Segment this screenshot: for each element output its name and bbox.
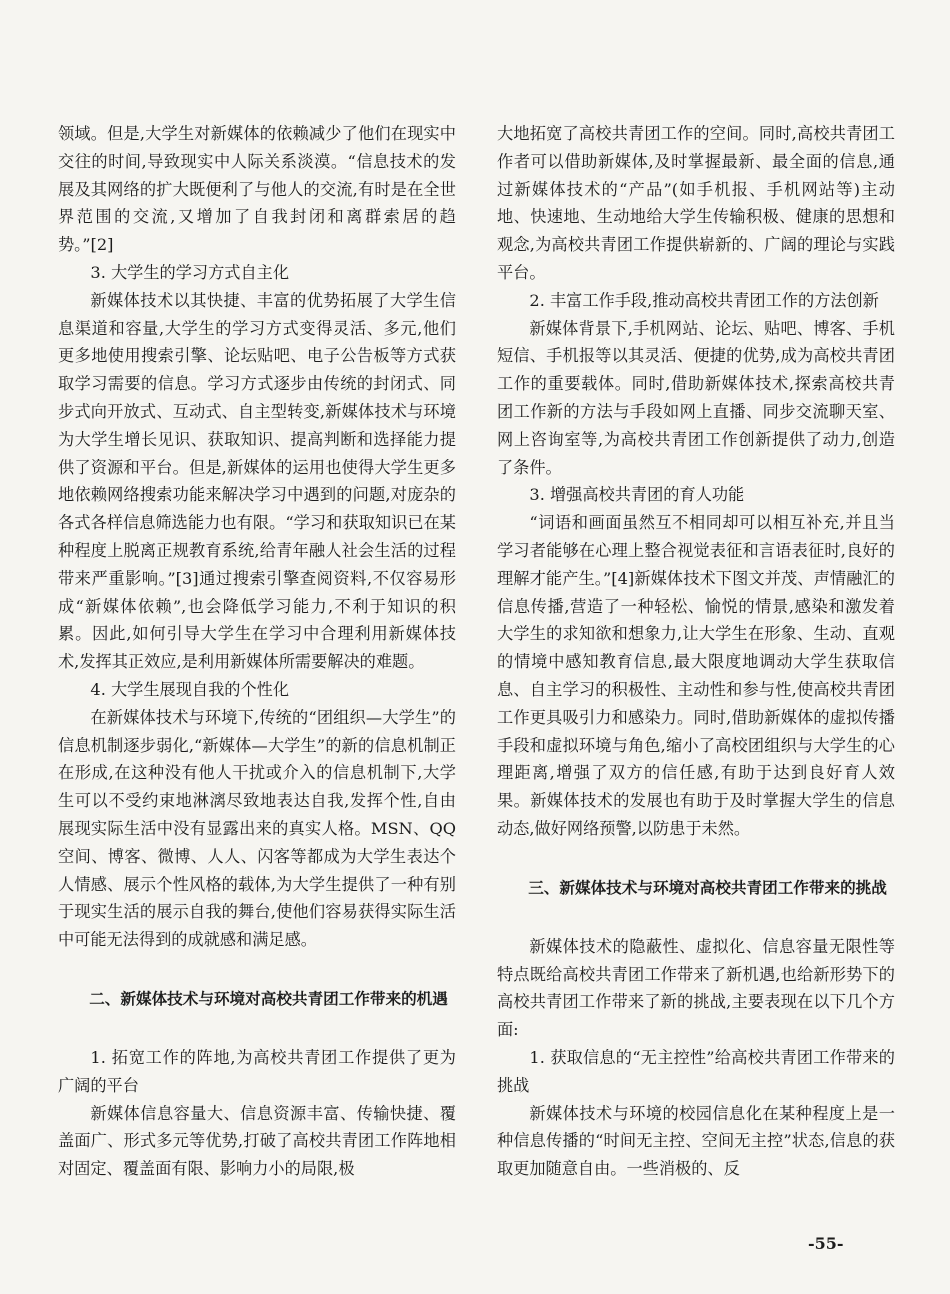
paragraph: 新媒体技术的隐蔽性、虚拟化、信息容量无限性等特点既给高校共青团工作带来了新机遇,也给新形势下的高校共青团工作带来了新的挑战,主要表现在以下几个方面: (497, 936, 895, 1040)
left-column (58, 120, 456, 1183)
paragraph: 领域。但是,大学生对新媒体的依赖减少了他们在现实中交往的时间,导致现实中人际关系淡漠。“信息技术的发展及其网络的扩大既便利了与他人的交流,有时是在全世界范围的交流,又增加了自我封闭和离群索居的趋势。”[2] (58, 124, 456, 255)
subheading: 4. 大学生展现自我的个性化 (90, 679, 290, 699)
subheading: 3. 增强高校共青团的育人功能 (529, 485, 745, 505)
paragraph: 在新媒体技术与环境下,传统的“团组织—大学生”的信息机制逐步弱化,“新媒体—大学生”的新的信息机制正在形成,在这种没有他人干扰或介入的信息机制下,大学生可以不受约束地淋漓尽致地表达自我,发挥个性,自由展现实际生活中没有显露出来的真实人格。MSN、QQ空间、博客、微博、人人、闪客等都成为大学生表达个人情感、展示个性风格的载体,为大学生提供了一种有别于现实生活的展示自我的舞台,使他们容易获得实际生活中可能无法得到的成就感和满足感。 (58, 707, 456, 950)
page-number: -55- (808, 1234, 844, 1253)
subheading: 2. 丰富工作手段,推动高校共青团工作的方法创新 (529, 290, 879, 310)
paragraph: 新媒体背景下,手机网站、论坛、贴吧、博客、手机短信、手机报等以其灵活、便捷的优势,成为高校共青团工作的重要载体。同时,借助新媒体技术,探索高校共青团工作新的方法与手段如网上直播、同步交流聊天室、网上咨询室等,为高校共青团工作创新提供了动力,创造了条件。 (497, 318, 895, 477)
paragraph: “词语和画面虽然互不相同却可以相互补充,并且当学习者能够在心理上整合视觉表征和言语表征时,良好的理解才能产生。”[4]新媒体技术下图文并茂、声情融汇的信息传播,营造了一种轻松、愉悦的情景,感染和激发着大学生的求知欲和想象力,让大学生在形象、生动、直观的情境中感知教育信息,最大限度地调动大学生获取信息、自主学习的积极性、主动性和参与性,使高校共青团工作更具吸引力和感染力。同时,借助新媒体的虚拟传播手段和虚拟环境与角色,缩小了高校团组织与大学生的心理距离,增强了双方的信任感,有助于达到良好育人效果。新媒体技术的发展也有助于及时掌握大学生的信息动态,做好网络预警,以防患于未然。 (497, 513, 895, 838)
section-heading: 二、新媒体技术与环境对高校共青团工作带来的机遇 (89, 989, 448, 1008)
subheading: 1. 获取信息的“无主控性”给高校共青团工作带来的挑战 (497, 1047, 895, 1095)
paragraph: 大地拓宽了高校共青团工作的空间。同时,高校共青团工作者可以借助新媒体,及时掌握最新、最全面的信息,通过新媒体技术的“产品”(如手机报、手机网站等)主动地、快速地、生动地给大学生传输积极、健康的思想和观念,为高校共青团工作提供崭新的、广阔的理论与实践平台。 (497, 124, 895, 282)
paragraph: 新媒体技术与环境的校园信息化在某种程度上是一种信息传播的“时间无主控、空间无主控”状态,信息的获取更加随意自由。一些消极的、反 (497, 1103, 895, 1179)
paragraph: 新媒体信息容量大、信息资源丰富、传输快捷、覆盖面广、形式多元等优势,打破了高校共青团工作阵地相对固定、覆盖面有限、影响力小的局限,极 (58, 1103, 456, 1179)
subheading: 3. 大学生的学习方式自主化 (90, 262, 290, 282)
paragraph: 新媒体技术以其快捷、丰富的优势拓展了大学生信息渠道和容量,大学生的学习方式变得灵活、多元,他们更多地使用搜索引擎、论坛贴吧、电子公告板等方式获取学习需要的信息。学习方式逐步由传统的封闭式、同步式向开放式、互动式、自主型转变,新媒体技术与环境为大学生增长见识、获取知识、提高判断和选择能力提供了资源和平台。但是,新媒体的运用也使得大学生更多地依赖网络搜索功能来解决学习中遇到的问题,对庞杂的各式各样信息筛选能力也有限。“学习和获取知识已在某种程度上脱离正规教育系统,给青年融人社会生活的过程带来严重影响。”[3]通过搜索引擎查阅资料,不仅容易形成“新媒体依赖”,也会降低学习能力,不利于知识的积累。因此,如何引导大学生在学习中合理利用新媒体技术,发挥其正效应,是利用新媒体所需要解决的难题。 (58, 290, 456, 672)
section-heading: 三、新媒体技术与环境对高校共青团工作带来的挑战 (528, 878, 887, 897)
right-column (497, 120, 895, 1183)
subheading: 1. 拓宽工作的阵地,为高校共青团工作提供了更为广阔的平台 (58, 1047, 456, 1095)
